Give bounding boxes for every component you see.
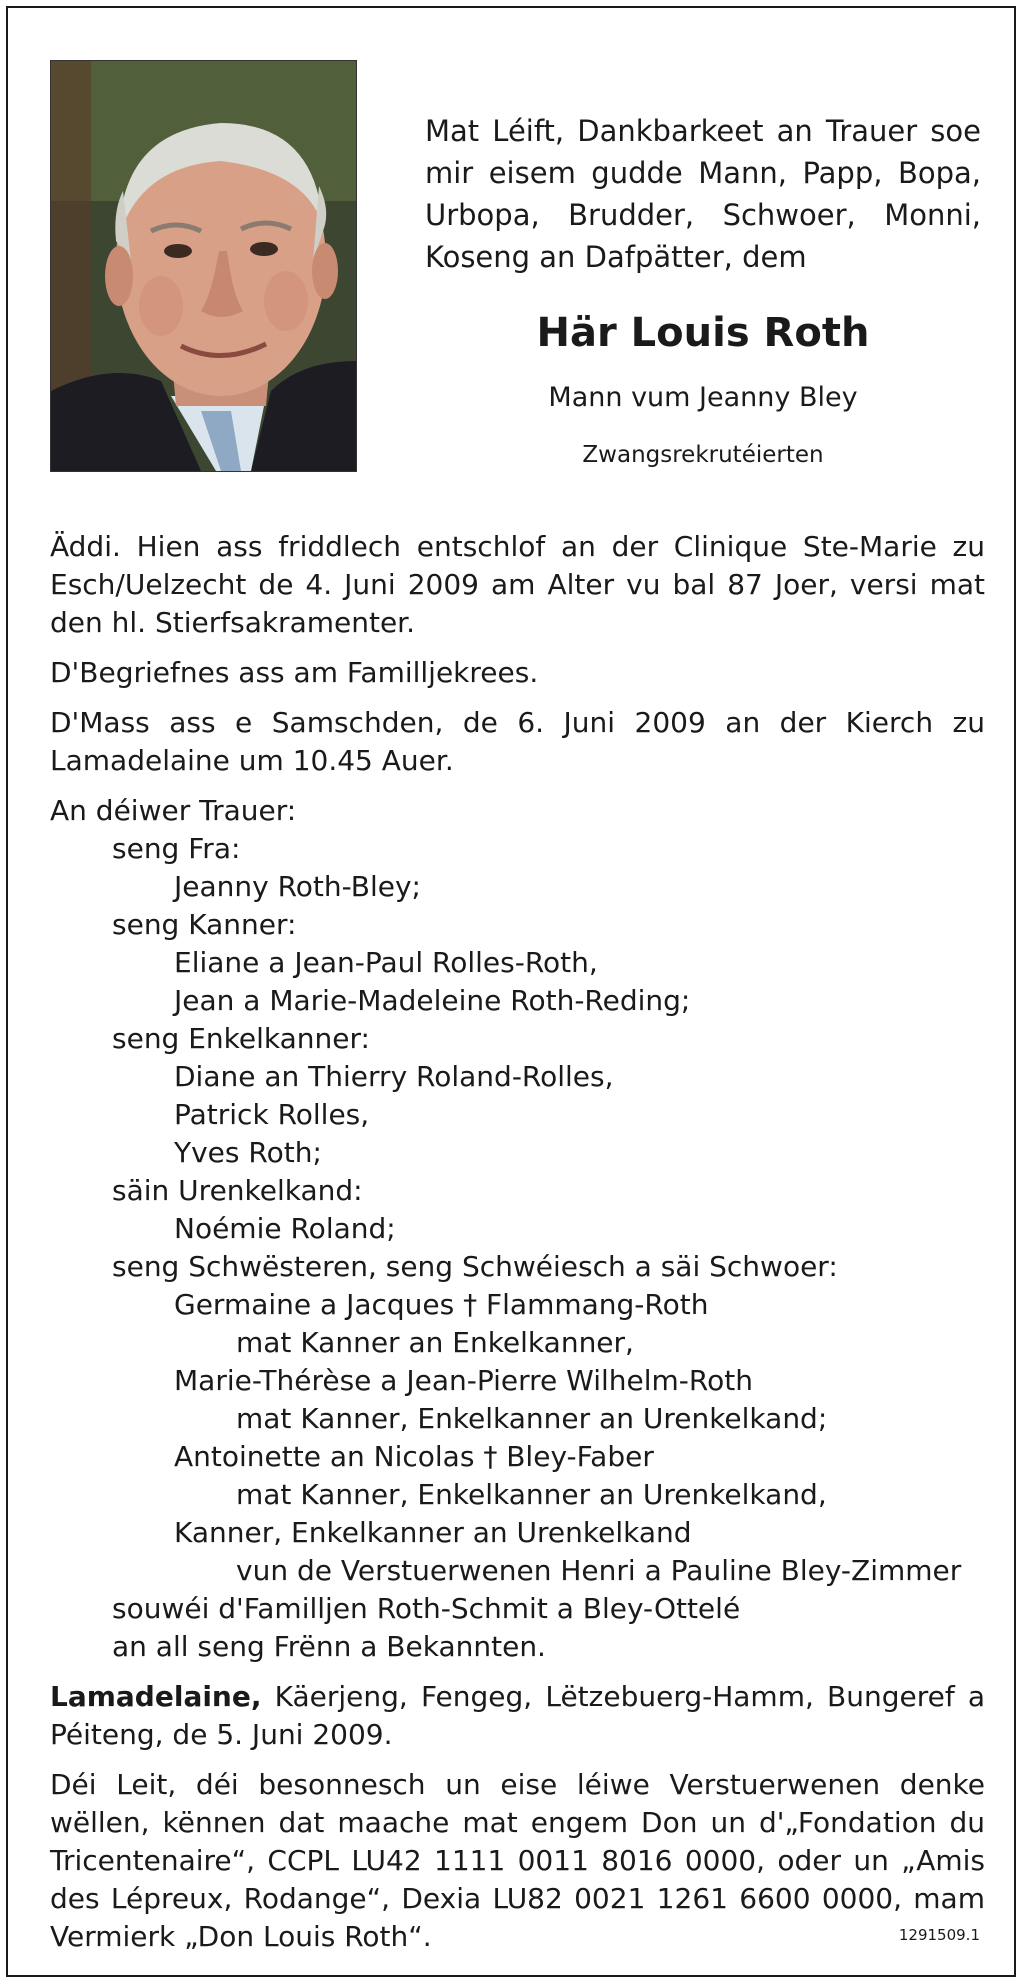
mourner-line: Germaine a Jacques † Flammang-Roth [174,1288,709,1321]
mourner-line: Patrick Rolles, [174,1098,370,1131]
death-notice: Äddi. Hien ass friddlech entschlof an der Clinique Ste-Marie zu Esch/Uelzecht de 4. Juni 2009 am Alter vu bal 87 Joer, versi mat den hl. Stierfsakramenter. [50,530,985,639]
mass-line: D'Mass ass e Samschden, de 6. Juni 2009 an der Kierch zu Lamadelaine um 10.45 Auer. [50,706,985,777]
spouse-line: Mann vum Jeanny Bley [548,382,858,413]
status-note: Zwangsrekrutéierten [582,442,824,468]
intro-text: Mat Léift, Dankbarkeet an Trauer soe mir eisem gudde Mann, Papp, Bopa, Urbopa, Brudder, Schwoer, Monni, Koseng an Dafpätter, dem [425,114,981,274]
mourner-line: an all seng Frënn a Bekannten. [112,1630,546,1663]
burial-line: D'Begriefnes ass am Familljekrees. [50,656,539,689]
mourner-line: seng Kanner: [112,908,297,941]
mourner-line: Jean a Marie-Madeleine Roth-Reding; [174,984,691,1017]
place-date-rest: Käerjeng, Fengeg, Lëtzebuerg-Hamm, Bungeref a Péiteng, de 5. Juni 2009. [50,1680,985,1751]
mourner-line: Kanner, Enkelkanner an Urenkelkand [174,1516,692,1549]
reference-number: 1291509.1 [898,1926,980,1944]
donation-text: Déi Leit, déi besonnesch un eise léiwe Verstuerwenen denke wëllen, kënnen dat maache mat engem Don un d'„Fondation du Tricentenaire“, CCPL LU42 1111 0011 8016 0000, oder un „Amis des Lépreux, Rodange“, Dexia LU82 0021 1261 6600 0000, mam Vermierk „Don Louis Roth“. [50,1768,985,1953]
mourner-line: mat Kanner an Enkelkanner, [236,1326,634,1359]
mourner-line: Yves Roth; [174,1136,322,1169]
mourners-heading: An déiwer Trauer: [50,794,297,827]
mourner-line: Antoinette an Nicolas † Bley-Faber [174,1440,654,1473]
mourner-line: Marie-Thérèse a Jean-Pierre Wilhelm-Roth [174,1364,753,1397]
mourner-line: Jeanny Roth-Bley; [174,870,421,903]
mourner-line: säin Urenkelkand: [112,1174,363,1207]
mourner-line: Diane an Thierry Roland-Rolles, [174,1060,614,1093]
portrait-photo [50,60,357,472]
mourner-line: vun de Verstuerwenen Henri a Pauline Bley-Zimmer [236,1554,962,1587]
mourner-line: Noémie Roland; [174,1212,396,1245]
mourner-line: mat Kanner, Enkelkanner an Urenkelkand, [236,1478,827,1511]
deceased-name: Här Louis Roth [536,310,870,356]
notice-body [50,528,985,1956]
mourner-line: mat Kanner, Enkelkanner an Urenkelkand; [236,1402,828,1435]
mourner-line: Eliane a Jean-Paul Rolles-Roth, [174,946,598,979]
mourner-line: seng Enkelkanner: [112,1022,370,1055]
place-date-line [50,1678,985,1754]
mourner-line: seng Fra: [112,832,241,865]
mourner-line: souwéi d'Familljen Roth-Schmit a Bley-Ottelé [112,1592,741,1625]
obituary-notice [6,6,1016,1977]
mourner-line: seng Schwësteren, seng Schwéiesch a säi Schwoer: [112,1250,838,1283]
place-name: Lamadelaine, [50,1680,262,1713]
